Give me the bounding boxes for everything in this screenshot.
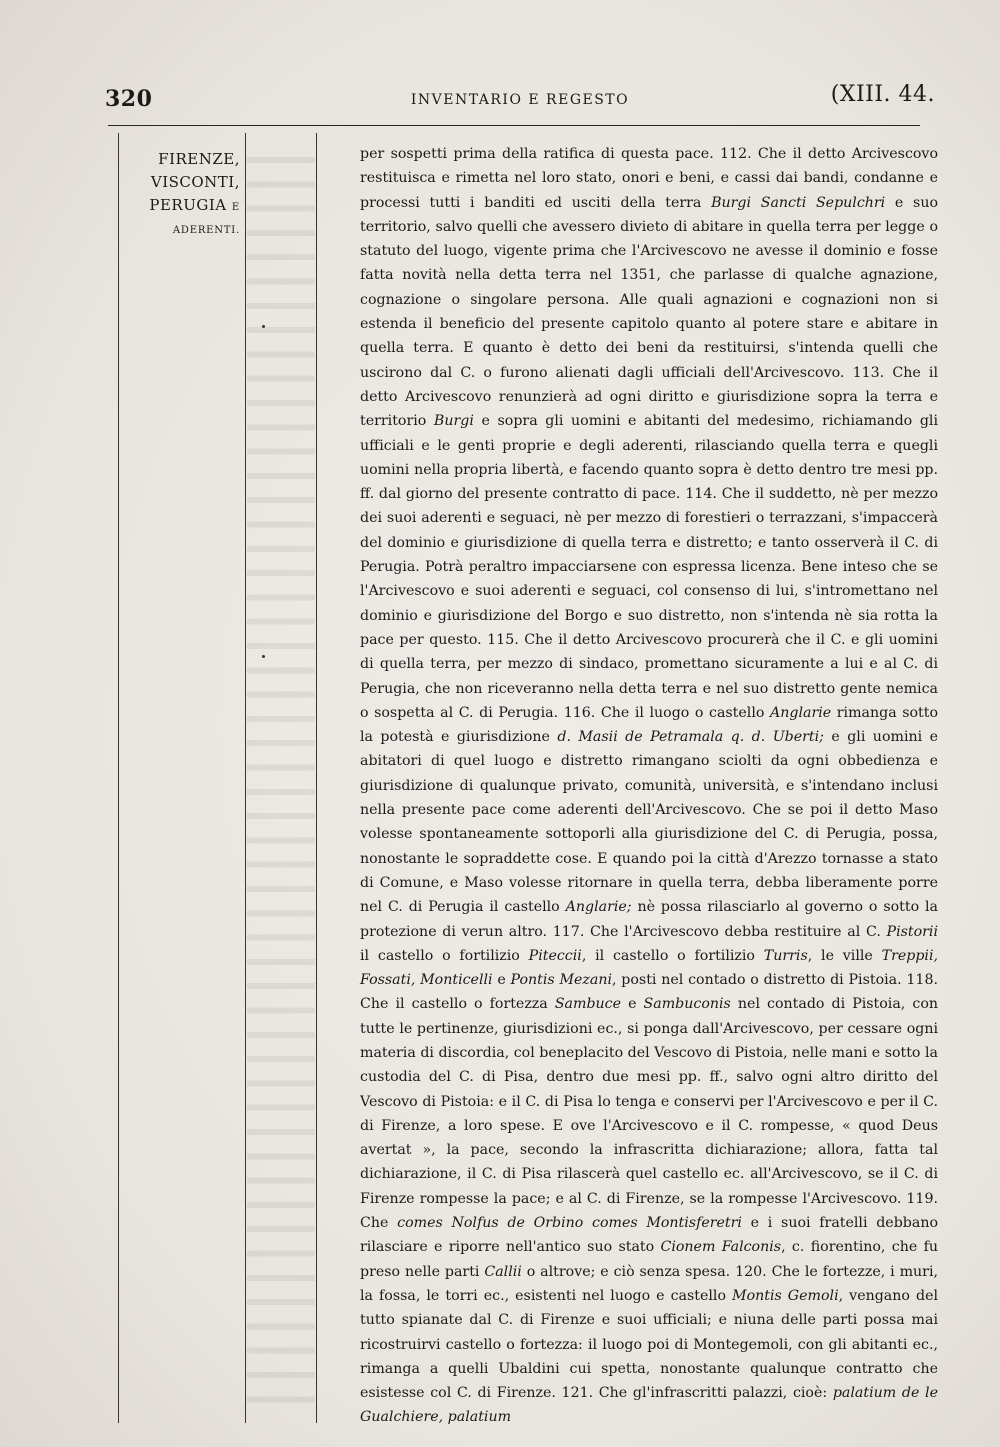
margin-heading <box>120 148 240 242</box>
main-text-column: per sospetti prima della ratifica di questa pace. 112. Che il detto Arcivescovo restituisca e rimetta nel loro stato, onori e beni, e cassi dai bandi, condanne e processi tutti i banditi ed usciti della terra Burgi Sancti Sepulchri e suo territorio, salvo quelli che avessero divieto di abitare in quella terra per legge o statuto del luogo, vigente prima che l'Arcivescovo ne avesse il dominio e fosse fatta novità nella detta terra nel 1351, che parlasse di qualche agnazione, cognazione o singolare persona. Alle quali agnazioni e cognazioni non si estenda il beneficio del presente capitolo quanto al potere stare e abitare in quella terra. E quanto è detto dei beni da restituirsi, s'intenda quelli che uscirono dal C. o furono alienati dagli ufficiali dell'Arcivescovo. 113. Che il detto Arcivescovo renunzierà ad ogni diritto e giurisdizione sopra la terra e territorio Burgi e sopra gli uomini e abitanti del medesimo, richiamando gli ufficiali e le genti proprie e degli aderenti, rilasciando quella terra e quegli uomini nella propria libertà, e facendo quanto sopra è detto dentro tre mesi pp. ff. dal giorno del presente contratto di pace. 114. Che il suddetto, nè per mezzo dei suoi aderenti e seguaci, nè per mezzo di forestieri o terrazzani, s'impaccerà del dominio e giurisdizione di quella terra e distretto; e tanto osserverà il C. di Perugia. Potrà peraltro impacciarsene con espressa licenza. Bene inteso che se l'Arcivescovo e suoi aderenti e seguaci, col consenso di lui, s'intromettano nel dominio e giurisdizione del Borgo e suo distretto, non s'intenda nè sia rotta la pace per questo. 115. Che il detto Arcivescovo procurerà che il C. e gli uomini di quella terra, per mezzo di sindaco, promettano sicuramente a lui e al C. di Perugia, che non riceveranno nella detta terra e nel suo distretto gente nemica o sospetta al C. di Perugia. 116. Che il luogo o castello Anglarie rimanga sotto la potestà e giurisdizione d. Masii de Petramala q. d. Uberti; e gli uomini e abitatori di quel luogo e distretto rimangano sciolti da ogni obbedienza e giurisdizione di qualunque privato, comunità, università, e s'intendano inclusi nella presente pace come aderenti dell'Arcivescovo. Che se poi il detto Maso volesse spontaneamente sottoporli alla giurisdizione del C. di Perugia, possa, nonostante le sopraddette cose. E quando poi la città d'Arezzo tornasse a stato di Comune, e Maso volesse ritornare in quella terra, debba liberamente porre nel C. di Perugia il castello Anglarie; nè possa rilasciarlo al governo o sotto la protezione di verun altro. 117. Che l'Arcivescovo debba restituire al C. Pistorii il castello o fortilizio Piteccii, il castello o fortilizio Turris, le ville Treppii, Fossati, Monticelli e Pontis Mezani, posti nel contado o distretto di Pistoia. 118. Che il castello o fortezza Sambuce e Sambuconis nel contado di Pistoia, con tutte le pertinenze, giurisdizioni ec., si ponga dall'Arcivescovo, per cessare ogni materia di discordia, col beneplacito del Vescovo di Pistoia, nelle mani e sotto la custodia del C. di Pisa, dentro due mesi pp. ff., salvo ogni altro diritto del Vescovo di Pistoia: e il C. di Pisa lo tenga e conservi per l'Arcivescovo e per il C. di Firenze, a loro spese. E ove l'Arcivescovo e il C. rompesse, « quod Deus avertat », la pace, secondo la infrascritta dichiarazione; allora, fatta tal dichiarazione, il C. di Pisa rilascerà quel castello ec. all'Arcivescovo, se il C. di Firenze rompesse la pace; e al C. di Firenze, se la rompesse l'Arcivescovo. 119. Che comes Nolfus de Orbino comes Montisferetri e i suoi fratelli debbano rilasciare e riporre nell'antico suo stato Cionem Falconis, c. fiorentino, che fu preso nelle parti Callii o altrove; e ciò senza spesa. 120. Che le fortezze, i muri, la fossa, le torri ec., esistenti nel luogo e castello Montis Gemoli, vengano del tutto spianate dal C. di Firenze e suoi ufficiali; e niuna delle parti possa mai ricostruirvi castello o fortezza: il luogo poi di Montegemoli, con gli abitanti ec., rimanga a quelli Ubaldini cui spetta, nonostante qualunque contratto che esistesse col C. di Firenze. 121. Che gl'infrascritti palazzi, cioè: palatium de le Gualchiere, palatium <box>360 146 938 1426</box>
column-rule-middle <box>245 133 246 1423</box>
running-title: INVENTARIO E REGESTO <box>410 92 630 108</box>
margin-heading-line: PERUGIA E <box>149 196 240 214</box>
page-number: 320 <box>105 86 153 112</box>
page-header <box>105 80 935 120</box>
column-rule-right <box>316 133 317 1423</box>
bleed-through-text <box>247 148 315 1408</box>
column-rule-left <box>118 133 119 1423</box>
margin-heading-line: FIRENZE, <box>158 150 240 168</box>
margin-heading-line: ADERENTI. <box>172 225 240 236</box>
margin-heading-line: VISCONTI, <box>150 173 240 191</box>
section-reference: (XIII. 44. <box>830 82 935 107</box>
header-rule <box>108 125 920 126</box>
